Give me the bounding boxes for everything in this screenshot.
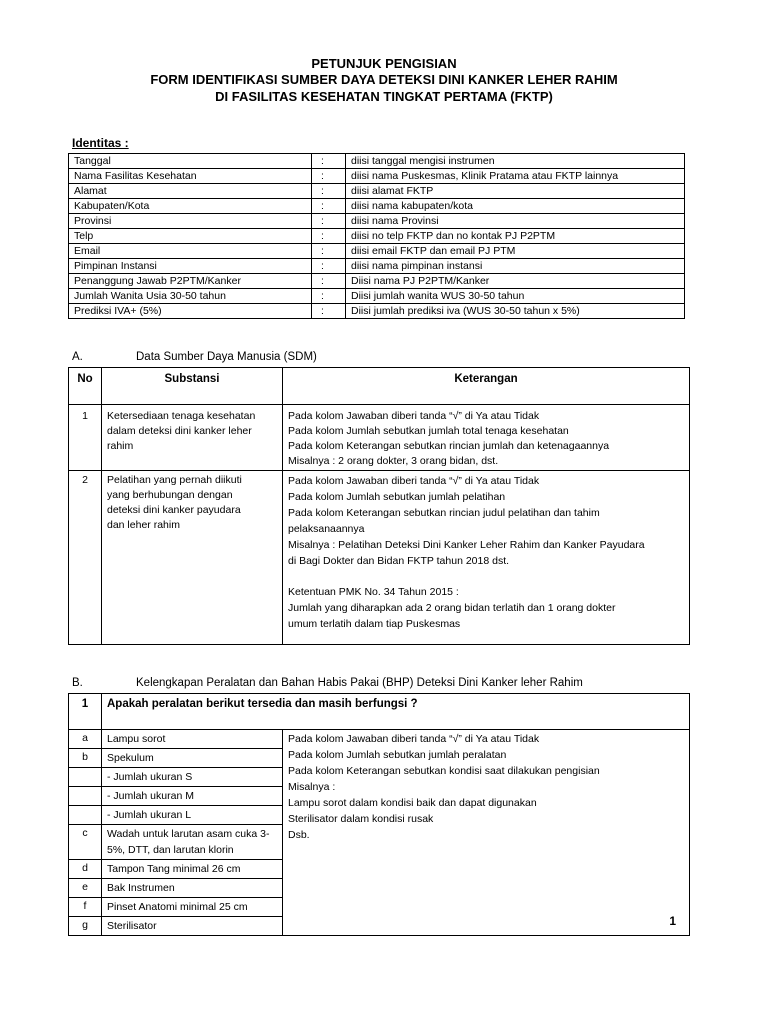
identitas-row [69, 289, 685, 304]
identitas-description: Diisi jumlah wanita WUS 30-50 tahun [346, 289, 685, 304]
line: Jumlah yang diharapkan ada 2 orang bidan terlatih dan 1 orang dokter [288, 602, 616, 614]
line: Pada kolom Jumlah sebutkan jumlah total tenaga kesehatan [288, 425, 569, 437]
identitas-row [69, 304, 685, 319]
identitas-table [68, 153, 685, 319]
line: Pada kolom Jawaban diberi tanda “√” di Ya atau Tidak [288, 733, 540, 745]
sdm-row-2-keterangan [283, 471, 690, 645]
item-code [69, 787, 102, 806]
sdm-row-1-no: 1 [69, 405, 102, 471]
item-name: Wadah untuk larutan asam cuka 3-5%, DTT, dan larutan klorin [102, 825, 283, 860]
question-number: 1 [69, 694, 102, 730]
item-name: Tampon Tang minimal 26 cm [102, 860, 283, 879]
identitas-row [69, 184, 685, 199]
section-b-heading: Kelengkapan Peralatan dan Bahan Habis Pakai (BHP) Deteksi Dini Kanker leher Rahim [136, 677, 583, 689]
item-code [69, 806, 102, 825]
header-substansi: Substansi [102, 368, 283, 405]
identitas-label: Pimpinan Instansi [69, 259, 312, 274]
item-code: c [69, 825, 102, 860]
identitas-description: diisi nama kabupaten/kota [346, 199, 685, 214]
line: Misalnya : [288, 781, 336, 793]
identitas-row [69, 244, 685, 259]
line: Sterilisator dalam kondisi rusak [288, 813, 434, 825]
identitas-separator: : [312, 289, 346, 304]
item-name: - Jumlah ukuran M [102, 787, 283, 806]
identitas-separator: : [312, 259, 346, 274]
identitas-separator: : [312, 199, 346, 214]
identitas-label: Telp [69, 229, 312, 244]
item-code: e [69, 879, 102, 898]
identitas-label: Email [69, 244, 312, 259]
item-name: Spekulum [102, 749, 283, 768]
header-no: No [69, 368, 102, 405]
identitas-separator: : [312, 244, 346, 259]
sdm-row-1-keterangan [283, 405, 690, 471]
line: Pada kolom Keterangan sebutkan kondisi saat dilakukan pengisian [288, 765, 600, 777]
identitas-description: Diisi jumlah prediksi iva (WUS 30-50 tahun x 5%) [346, 304, 685, 319]
identitas-label: Penanggung Jawab P2PTM/Kanker [69, 274, 312, 289]
identitas-description: Diisi nama PJ P2PTM/Kanker [346, 274, 685, 289]
identitas-description: diisi nama Provinsi [346, 214, 685, 229]
sdm-row-1-substansi [102, 405, 283, 471]
identitas-label: Kabupaten/Kota [69, 199, 312, 214]
document-title-line-2: FORM IDENTIFIKASI SUMBER DAYA DETEKSI DINI KANKER LEHER RAHIM [150, 72, 618, 87]
line: Lampu sorot dalam kondisi baik dan dapat digunakan [288, 797, 537, 809]
item-name: Pinset Anatomi minimal 25 cm [102, 898, 283, 917]
identitas-row [69, 214, 685, 229]
identitas-description: diisi alamat FKTP [346, 184, 685, 199]
item-code [69, 768, 102, 787]
identitas-label: Tanggal [69, 154, 312, 169]
identitas-separator: : [312, 184, 346, 199]
identitas-description: diisi nama pimpinan instansi [346, 259, 685, 274]
identitas-row [69, 274, 685, 289]
line: Pada kolom Keterangan sebutkan rincian jumlah dan ketenagaannya [288, 440, 610, 452]
line: pelaksanaannya [288, 523, 365, 535]
item-code: f [69, 898, 102, 917]
item-name: - Jumlah ukuran L [102, 806, 283, 825]
identitas-separator: : [312, 304, 346, 319]
document-title-line-1: PETUNJUK PENGISIAN [311, 56, 457, 71]
sdm-table [68, 367, 690, 645]
identitas-description: diisi no telp FKTP dan no kontak PJ P2PTM [346, 229, 685, 244]
identitas-row [69, 229, 685, 244]
question-text: Apakah peralatan berikut tersedia dan masih berfungsi ? [102, 694, 690, 730]
identitas-description: diisi tanggal mengisi instrumen [346, 154, 685, 169]
item-name: - Jumlah ukuran S [102, 768, 283, 787]
item-code: d [69, 860, 102, 879]
identitas-separator: : [312, 274, 346, 289]
line: di Bagi Dokter dan Bidan FKTP tahun 2018 dst. [288, 555, 510, 567]
item-name: Lampu sorot [102, 730, 283, 749]
spacer [288, 569, 684, 584]
peralatan-row [69, 730, 690, 749]
identitas-label: Alamat [69, 184, 312, 199]
peralatan-keterangan [283, 730, 690, 936]
line: Pada kolom Jawaban diberi tanda “√” di Ya atau Tidak [288, 410, 540, 422]
item-code: b [69, 749, 102, 768]
line: deteksi dini kanker payudara [107, 504, 241, 516]
identitas-label: Jumlah Wanita Usia 30-50 tahun [69, 289, 312, 304]
page-number: 1 [669, 914, 676, 928]
line: Ketersediaan tenaga kesehatan [107, 410, 256, 422]
identitas-heading: Identitas : [72, 136, 129, 150]
item-code: g [69, 917, 102, 936]
identitas-separator: : [312, 229, 346, 244]
document-title-line-3: DI FASILITAS KESEHATAN TINGKAT PERTAMA (FKTP) [215, 89, 553, 104]
line: Misalnya : 2 orang dokter, 3 orang bidan, dst. [288, 455, 499, 467]
header-keterangan: Keterangan [283, 368, 690, 405]
line: umum terlatih dalam tiap Puskesmas [288, 618, 461, 630]
identitas-separator: : [312, 169, 346, 184]
identitas-row [69, 259, 685, 274]
sdm-row-2-no: 2 [69, 471, 102, 645]
identitas-row [69, 154, 685, 169]
identitas-row [69, 169, 685, 184]
line: Pada kolom Keterangan sebutkan rincian judul pelatihan dan tahim [288, 507, 600, 519]
item-name: Bak Instrumen [102, 879, 283, 898]
line: Pada kolom Jumlah sebutkan jumlah pelatihan [288, 491, 506, 503]
identitas-description: diisi nama Puskesmas, Klinik Pratama atau FKTP lainnya [346, 169, 685, 184]
identitas-description: diisi email FKTP dan email PJ PTM [346, 244, 685, 259]
line: Dsb. [288, 829, 310, 841]
identitas-row [69, 199, 685, 214]
line: Misalnya : Pelatihan Deteksi Dini Kanker Leher Rahim dan Kanker Payudara [288, 539, 645, 551]
identitas-label: Prediksi IVA+ (5%) [69, 304, 312, 319]
sdm-row-2-substansi [102, 471, 283, 645]
peralatan-table [68, 693, 690, 936]
line: rahim [107, 440, 134, 452]
identitas-label: Nama Fasilitas Kesehatan [69, 169, 312, 184]
section-a-heading: Data Sumber Daya Manusia (SDM) [136, 351, 317, 363]
line: Pada kolom Jumlah sebutkan jumlah peralatan [288, 749, 507, 761]
line: Pelatihan yang pernah diikuti [107, 474, 242, 486]
identitas-label: Provinsi [69, 214, 312, 229]
item-name: Sterilisator [102, 917, 283, 936]
item-code: a [69, 730, 102, 749]
section-a-letter: A. [72, 351, 83, 363]
section-b-letter: B. [72, 677, 83, 689]
line: Ketentuan PMK No. 34 Tahun 2015 : [288, 586, 459, 598]
line: dalam deteksi dini kanker leher [107, 425, 252, 437]
line: yang berhubungan dengan [107, 489, 233, 501]
line: Pada kolom Jawaban diberi tanda “√” di Ya atau Tidak [288, 475, 540, 487]
identitas-separator: : [312, 214, 346, 229]
identitas-separator: : [312, 154, 346, 169]
line: dan leher rahim [107, 519, 180, 531]
